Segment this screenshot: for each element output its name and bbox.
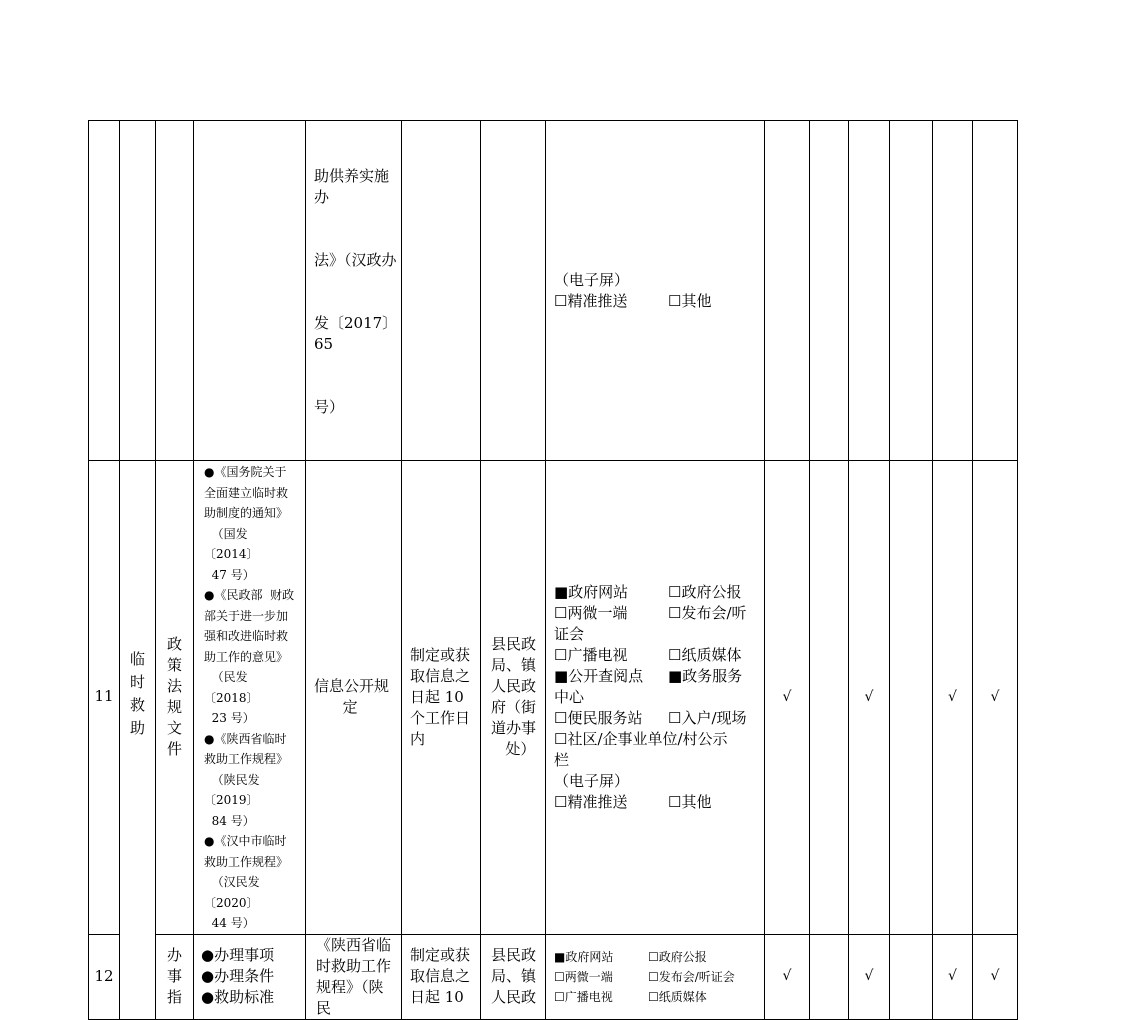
channel-pair xyxy=(554,792,762,813)
channel-option: ☐其他 xyxy=(668,792,712,811)
basis-line: 助供养实施办 xyxy=(314,167,390,206)
channel-pair xyxy=(554,967,762,987)
channel-pair xyxy=(554,645,762,666)
guide-item: ●办理条件 xyxy=(201,967,275,985)
check-mark: √ xyxy=(782,688,792,705)
cell-time-limit xyxy=(402,461,481,935)
channel-option: ■政府网站 xyxy=(554,582,629,601)
cell-check xyxy=(890,461,933,935)
cell-category xyxy=(120,461,156,1020)
channel-option: ☐发布会/听 xyxy=(668,603,747,622)
basis-text-continued xyxy=(306,121,401,460)
cell-body xyxy=(481,934,546,1019)
guide-item: ●救助标准 xyxy=(201,988,275,1006)
channel-line: 栏 xyxy=(554,750,570,769)
basis-line: 发〔2017〕65 xyxy=(314,314,390,353)
check-mark: √ xyxy=(864,688,874,705)
cell-check xyxy=(973,461,1018,935)
cell-content-empty xyxy=(194,121,306,461)
cell-subcategory-empty xyxy=(156,121,194,461)
channel-option: ☐广播电视 xyxy=(554,989,613,1004)
channel-option: ☐发布会/听证会 xyxy=(648,969,735,984)
channel-pair xyxy=(554,987,762,1007)
cell-subcategory xyxy=(156,461,194,935)
check-mark: √ xyxy=(990,968,1000,984)
cell-basis xyxy=(306,461,402,935)
table-row-continued xyxy=(89,121,1018,461)
cell-content xyxy=(194,934,306,1019)
channel-line: （电子屏） xyxy=(554,771,630,790)
cell-check xyxy=(933,934,973,1019)
basis-line: 法》（汉政办 xyxy=(314,251,397,269)
disclosure-table xyxy=(88,120,1018,1020)
channel-line: 中心 xyxy=(554,687,585,706)
check-mark: √ xyxy=(864,968,874,984)
time-limit-text: 制定或获 取信息之 日起 10 个工作日 内 xyxy=(410,645,471,748)
cell-check xyxy=(849,461,890,935)
cell-channels xyxy=(546,934,765,1019)
cell-row-number xyxy=(89,934,120,1019)
cell-check xyxy=(810,121,849,461)
guide-item: ●办理事项 xyxy=(201,946,275,964)
cell-check xyxy=(933,121,973,461)
category-label: 临 时 救 助 xyxy=(129,650,145,737)
responsible-body-text: 县民政 局、镇 人民政 府（街 道办事 处） xyxy=(491,635,537,759)
cell-channels xyxy=(546,461,765,935)
channel-option: ☐其他 xyxy=(668,292,712,310)
channel-line: （电子屏） xyxy=(554,271,630,289)
cell-check xyxy=(810,934,849,1019)
channel-pair xyxy=(554,666,762,687)
cell-check xyxy=(973,121,1018,461)
channel-option: ☐政府公报 xyxy=(648,949,707,964)
channels-list xyxy=(546,947,764,1007)
check-mark: √ xyxy=(948,968,957,984)
channel-option: ☐广播电视 xyxy=(554,645,628,664)
cell-time-limit xyxy=(402,934,481,1019)
channel-pair xyxy=(554,603,762,624)
subcategory-label: 政 策 法 规 文 件 xyxy=(166,635,182,759)
channel-option: ☐政府公报 xyxy=(668,582,742,601)
cell-check xyxy=(933,461,973,935)
channel-option: ☐入户/现场 xyxy=(668,708,747,727)
channel-option: ☐精准推送 xyxy=(554,792,628,811)
cell-check xyxy=(890,121,933,461)
cell-basis-continued xyxy=(306,121,402,461)
cell-no-empty xyxy=(89,121,120,461)
channel-option: ☐纸质媒体 xyxy=(668,645,742,664)
cell-row-number xyxy=(89,461,120,935)
cell-time-empty xyxy=(402,121,481,461)
cell-check xyxy=(849,121,890,461)
channel-option: ☐精准推送 xyxy=(554,292,628,310)
basis-text: 《陕西省临 时救助工作 规程》（陕民 xyxy=(316,935,392,1017)
channel-option: ☐两微一端 xyxy=(554,969,613,984)
channel-option: ■政务服务 xyxy=(668,666,743,685)
cell-basis xyxy=(306,934,402,1019)
cell-category-empty xyxy=(120,121,156,461)
channel-pair xyxy=(554,582,762,603)
cell-content xyxy=(194,461,306,935)
channel-pair xyxy=(554,708,762,729)
cell-body xyxy=(481,461,546,935)
responsible-body-text: 县民政 局、镇 人民政 xyxy=(491,946,537,1006)
check-mark: √ xyxy=(990,688,1000,705)
check-mark: √ xyxy=(782,968,792,984)
channels-list xyxy=(546,582,764,813)
table-row-12 xyxy=(89,934,1018,1019)
channel-line: ☐社区/企事业单位/村公示 xyxy=(554,729,728,748)
cell-check xyxy=(765,934,810,1019)
subcategory-label: 办 事 指 xyxy=(166,946,182,1006)
cell-check xyxy=(810,461,849,935)
cell-channels-continued xyxy=(546,121,765,461)
basis-line: 号） xyxy=(314,398,345,416)
row-number: 11 xyxy=(94,687,114,706)
basis-text: 信息公开规 定 xyxy=(314,677,390,717)
cell-check xyxy=(765,461,810,935)
policy-documents-list: ●《国务院关于 全面建立临时救 助制度的通知》 （国发〔2014〕 47 号） ●《民政部 财政 部关于进一步加 强和改进临时救 助工作的意见》 （民发〔2018〕 23 号） ●《陕西省临时 救助工作规程》 （陕民发〔2019〕 84 号） ●《汉中市临时 救助工作规程》 （汉民发〔2020〕 44 号） xyxy=(204,465,295,930)
check-mark: √ xyxy=(948,688,957,705)
channel-option: ■政府网站 xyxy=(554,949,614,964)
time-limit-text: 制定或获 取信息之 日起 10 xyxy=(410,946,471,1006)
channel-option: ☐纸质媒体 xyxy=(648,989,707,1004)
cell-check xyxy=(849,934,890,1019)
channel-line: 证会 xyxy=(554,624,585,643)
cell-body-empty xyxy=(481,121,546,461)
row-number: 12 xyxy=(94,966,114,985)
cell-check xyxy=(973,934,1018,1019)
cell-check xyxy=(765,121,810,461)
channel-option: ■公开查阅点 xyxy=(554,666,644,685)
channel-option: ☐便民服务站 xyxy=(554,708,643,727)
cell-check xyxy=(890,934,933,1019)
cell-subcategory xyxy=(156,934,194,1019)
channel-option: ☐两微一端 xyxy=(554,603,628,622)
table-row-11 xyxy=(89,461,1018,935)
channel-pair xyxy=(554,947,762,967)
channel-pair xyxy=(554,291,762,312)
